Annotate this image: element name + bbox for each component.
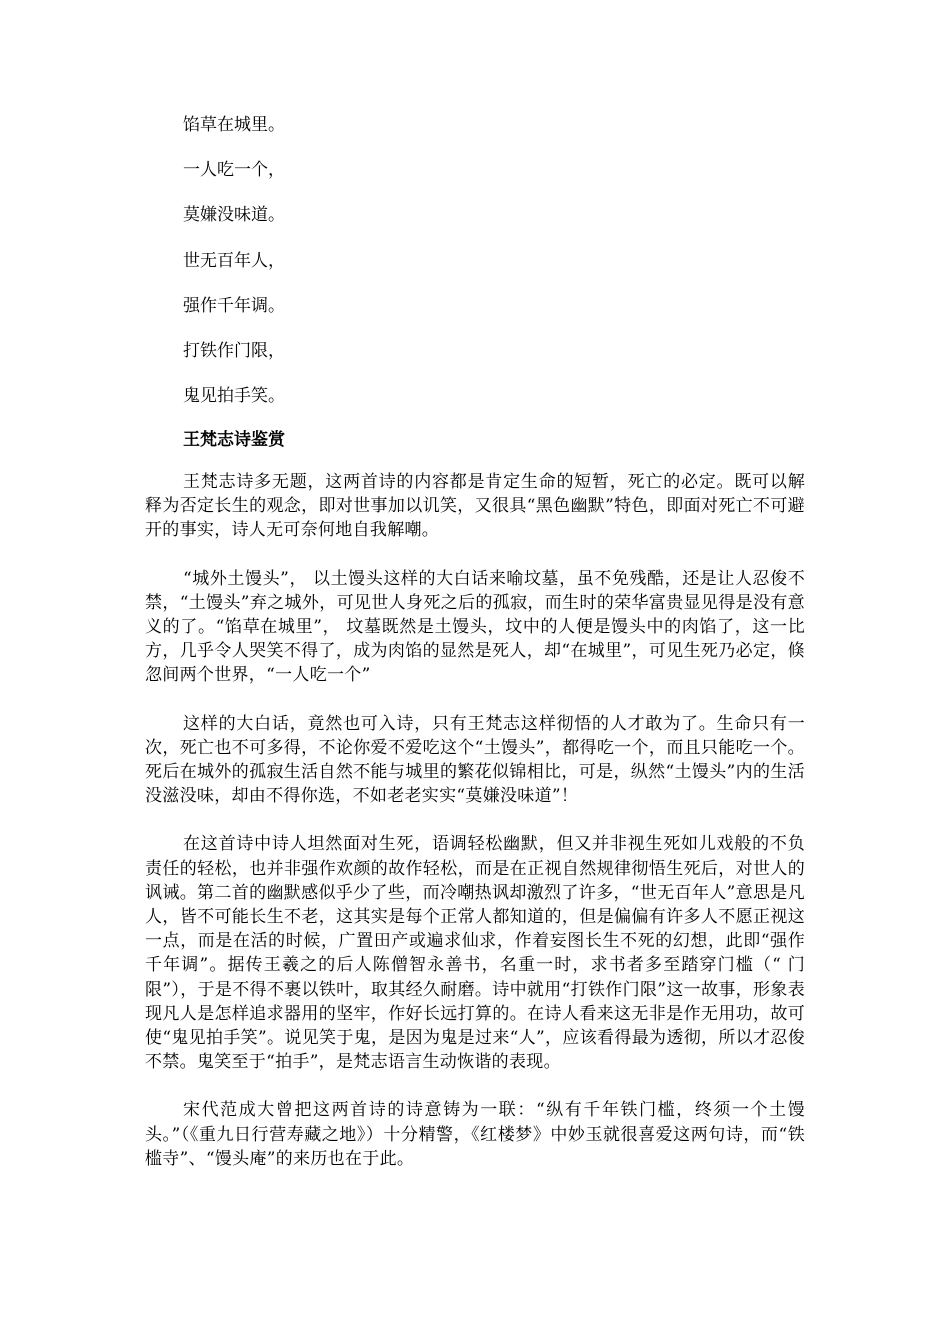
section-heading: 王梵志诗鉴赏 bbox=[183, 430, 285, 450]
commentary-body bbox=[145, 470, 805, 1195]
commentary-paragraph: 王梵志诗多无题，这两首诗的内容都是肯定生命的短暂，死亡的必定。既可以解释为否定长生的观念，即对世事加以讥笑，又很具“黑色幽默”特色，即面对死亡不可避开的事实，诗人无可奈何地自我解嘲。 bbox=[145, 472, 805, 541]
poem-block bbox=[183, 113, 583, 429]
commentary-paragraph: 这样的大白话，竟然也可入诗，只有王梵志这样彻悟的人才敢为了。生命只有一次，死亡也不可多得，不论你爱不爱吃这个“土馒头”，都得吃一个，而且只能吃一个。死后在城外的孤寂生活自然不能与城里的繁花似锦相比，可是，纵然“土馒头”内的生活没滋没味，却由不得你选，不如老老实实“莫嫌没味道”！ bbox=[145, 713, 805, 807]
poem-line: 世无百年人， bbox=[183, 250, 285, 271]
poem-line: 鬼见拍手笑。 bbox=[183, 386, 285, 407]
poem-line: 莫嫌没味道。 bbox=[183, 205, 285, 226]
poem-line: 强作千年调。 bbox=[183, 295, 285, 316]
commentary-paragraph: 在这首诗中诗人坦然面对生死，语调轻松幽默，但又并非视生死如儿戏般的不负责任的轻松，也并非强作欢颜的故作轻松，而是在正视自然规律彻悟生死后，对世人的讽诫。第二首的幽默感似乎少了些，而冷嘲热讽却激烈了许多，“世无百年人”意思是凡人，皆不可能长生不老，这其实是每个正常人都知道的，但是偏偏有许多人不愿正视这一点，而是在活的时候，广置田产或遍求仙求，作着妄图长生不死的幻想，此即“强作千年调”。据传王羲之的后人陈僧智永善书，名重一时，求书者多至踏穿门槛（“ 门限”），于是不得不裹以铁叶，取其经久耐磨。诗中就用“打铁作门限”这一故事，形象表现凡人是怎样追求器用的坚牢，作好长远打算的。在诗人看来这无非是作无用功，故可使“鬼见拍手笑”。说见笑于鬼，是因为鬼是过来“人”，应该看得最为透彻，所以才忍俊不禁。鬼笑至于“拍手”，是梵志语言生动恢谐的表现。 bbox=[145, 834, 805, 1073]
poem-line: 打铁作门限， bbox=[183, 340, 285, 361]
commentary-paragraph: 宋代范成大曾把这两首诗的诗意铸为一联：“纵有千年铁门槛，终须一个土馒头。”（《重九日行营寿藏之地》）十分精警，《红楼梦》中妙玉就很喜爱这两句诗，而“铁槛寺”、“馒头庵”的来历也在于此。 bbox=[145, 1100, 805, 1169]
poem-line: 馅草在城里。 bbox=[183, 115, 285, 135]
commentary-paragraph: “城外土馒头”， 以土馒头这样的大白话来喻坟墓，虽不免残酷，还是让人忍俊不禁，“土馒头”弃之城外，可见世人身死之后的孤寂，而生时的荣华富贵显见得是没有意义的了。“馅草在城里”， 坟墓既然是土馒头，坟中的人便是馒头中的肉馅了，这一比方，几乎令人哭笑不得了，成为肉馅的显然是死人，却“在城里”，可见生死乃必定，倏忽间两个世界，“一人吃一个” bbox=[145, 568, 805, 686]
poem-line: 一人吃一个， bbox=[183, 160, 285, 181]
